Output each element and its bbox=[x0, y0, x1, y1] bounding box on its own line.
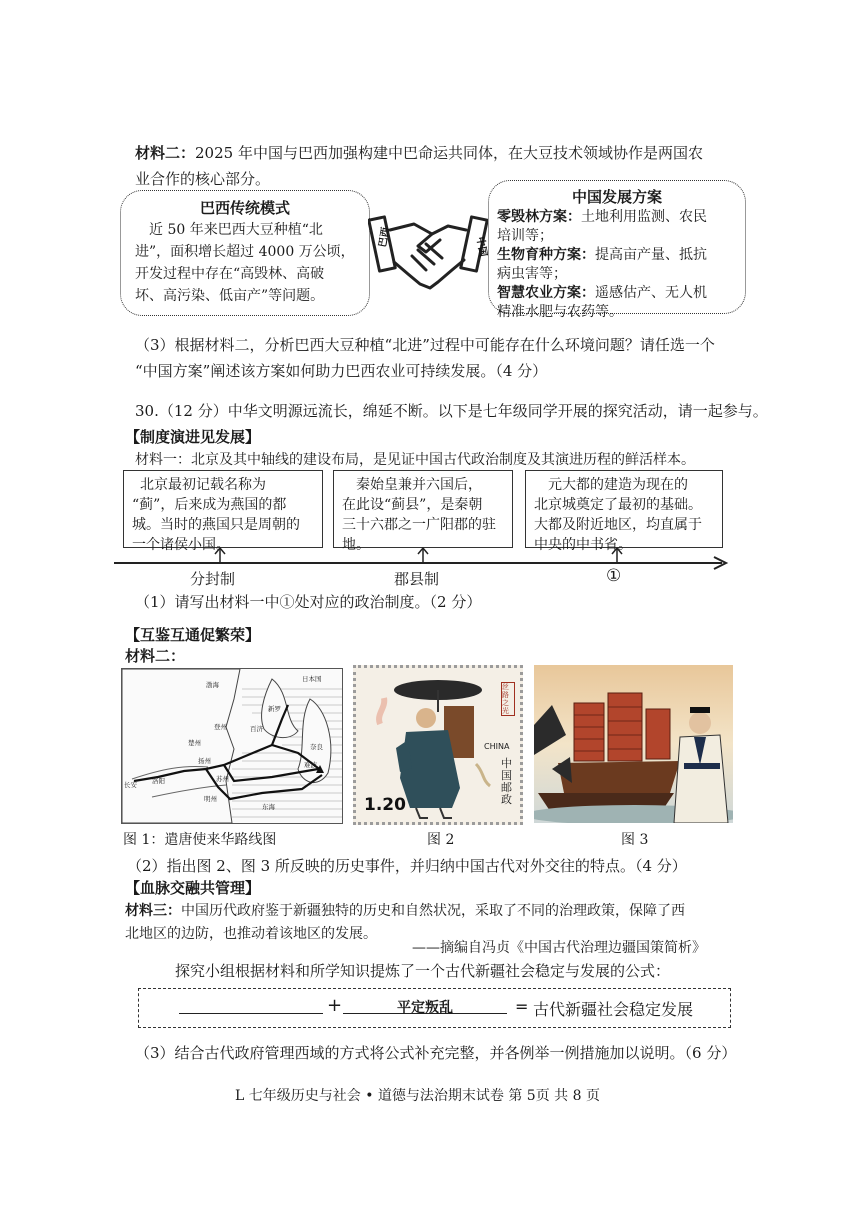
material-2-label: 材料二： bbox=[135, 144, 196, 162]
timeline-label-2: 郡县制 bbox=[394, 570, 440, 588]
question-3b: （3）结合古代政府管理西域的方式将公式补充完整，并各例举一例措施加以说明。（6 分） bbox=[135, 1044, 737, 1062]
china-plan-title: 中国发展方案 bbox=[571, 188, 662, 206]
figure-3-ships bbox=[534, 665, 733, 823]
stamp-post-label: 中国邮政 bbox=[501, 757, 512, 806]
tb3-line-2: 北京城奠定了最初的基础。 bbox=[534, 497, 702, 513]
question-1: （1）请写出材料一中①处对应的政治制度。（2 分） bbox=[135, 593, 482, 611]
map-label-naniwa: 难波 bbox=[304, 761, 317, 769]
brazil-line-2: 进”，面积增长超过 4000 万公顷， bbox=[135, 244, 355, 260]
brazil-line-1: 近 50 年来巴西大豆种植“北 bbox=[149, 222, 323, 238]
page-footer: L 七年级历史与社会 • 道德与法治期末试卷 第 5页 共 8 页 bbox=[235, 1088, 600, 1104]
tb2-line-4: 地。 bbox=[342, 537, 370, 553]
stamp-brand: CHINA bbox=[484, 742, 510, 751]
map-label-changan: 长安 bbox=[124, 781, 137, 789]
caption-figure-1: 图 1：遣唐使来华路线图 bbox=[123, 832, 277, 848]
section-3-title: 【血脉交融共管理】 bbox=[125, 879, 261, 897]
tb1-line-4: 一个诸侯小国。 bbox=[132, 537, 230, 553]
map-label-yangzhou: 扬州 bbox=[198, 757, 211, 765]
plan-2-label: 生物育种方案： bbox=[497, 247, 595, 263]
question-2: （2）指出图 2、图 3 所反映的历史事件，并归纳中国古代对外交往的特点。（4 分） bbox=[127, 857, 687, 875]
material-3-line-2: 北地区的边防，也推动着该地区的发展。 bbox=[125, 926, 377, 942]
question-3a-line-1: （3）根据材料二，分析巴西大豆种植“北进”过程中可能存在什么环境问题？请任选一个 bbox=[135, 336, 715, 354]
material-3-text-1: 中国历代政府鉴于新疆独特的历史和自然状况，采取了不同的治理政策，保障了西 bbox=[181, 903, 685, 919]
caption-figure-3: 图 3 bbox=[621, 832, 649, 848]
formula-equals: = bbox=[515, 997, 529, 1016]
timeline-box-3 bbox=[525, 470, 723, 553]
china-flag-label: 中国 bbox=[473, 236, 488, 258]
timeline-label-3: ① bbox=[606, 566, 622, 586]
map-label-suzhou: 苏州 bbox=[216, 775, 229, 783]
map-label-luoyang: 洛阳 bbox=[152, 777, 165, 785]
plan-1-text: 土地利用监测、农民 bbox=[581, 209, 707, 225]
material-2-text-cont: 业合作的核心部分。 bbox=[135, 170, 271, 188]
brazil-line-4: 坏、高污染、低亩产”等问题。 bbox=[135, 288, 325, 304]
plan-3-text: 遥感估产、无人机 bbox=[595, 285, 707, 301]
map-label-silla: 新罗 bbox=[268, 705, 281, 713]
brazil-flag-label: 巴西 bbox=[377, 226, 392, 249]
formula-blank[interactable] bbox=[179, 1013, 323, 1014]
section-2-title: 【互鉴互通促繁荣】 bbox=[125, 626, 261, 644]
map-label-bohai: 渤海 bbox=[206, 681, 219, 689]
timeline-box-1 bbox=[123, 470, 323, 553]
timeline-box-2 bbox=[333, 470, 513, 553]
plan-1-label: 零毁林方案： bbox=[497, 209, 581, 225]
map-label-donghai: 东海 bbox=[262, 803, 275, 811]
caption-figure-2: 图 2 bbox=[427, 832, 455, 848]
map-label-mingzhou: 明州 bbox=[204, 795, 217, 803]
map-label-chuzhou: 楚州 bbox=[188, 739, 201, 747]
tb1-line-2: “蓟”，后来成为燕国的都 bbox=[132, 497, 287, 513]
figure-2-stamp bbox=[353, 665, 523, 825]
formula-plus: + bbox=[327, 995, 343, 1016]
stamp-tag: 丝路之光 bbox=[501, 682, 515, 716]
map-label-nara: 奈良 bbox=[310, 743, 323, 751]
tb1-line-3: 城。当时的燕国只是周朝的 bbox=[132, 517, 300, 533]
tb2-line-3: 三十六郡之一广阳郡的驻 bbox=[342, 517, 496, 533]
plan-3-label: 智慧农业方案： bbox=[497, 285, 595, 301]
handshake-icon bbox=[368, 200, 488, 300]
material-1: 材料一：北京及其中轴线的建设布局，是见证中国古代政治制度及其演进历程的鲜活样本。 bbox=[135, 452, 695, 468]
tb3-line-4: 中央的中书省。 bbox=[534, 537, 632, 553]
plan-1-cont: 培训等； bbox=[497, 228, 553, 244]
formula-filled-text: 平定叛乱 bbox=[397, 1000, 453, 1016]
map-label-japan: 日本国 bbox=[302, 675, 322, 683]
formula-intro: 探究小组根据材料和所学知识提炼了一个古代新疆社会稳定与发展的公式： bbox=[175, 962, 671, 980]
tb1-line-1: 北京最初记载名称为 bbox=[140, 477, 266, 493]
plan-2-text: 提高亩产量、抵抗 bbox=[595, 247, 707, 263]
tb3-line-1: 元大都的建造为现在的 bbox=[548, 477, 688, 493]
material-2-intro bbox=[135, 140, 735, 166]
figure-1-map bbox=[121, 668, 343, 824]
timeline-label-1: 分封制 bbox=[190, 570, 236, 588]
map-label-dengzhou: 登州 bbox=[214, 723, 227, 731]
brazil-model-box bbox=[120, 190, 370, 316]
plan-3-cont: 精准水肥与农药等。 bbox=[497, 304, 623, 320]
formula-result: 古代新疆社会稳定发展 bbox=[533, 1000, 694, 1019]
treasure-fleet-icon bbox=[534, 665, 733, 823]
china-plan-box bbox=[488, 180, 746, 320]
question-30: 30.（12 分）中华文明源远流长，绵延不断。以下是七年级同学开展的探究活动，请一起参与。 bbox=[135, 402, 768, 420]
tb3-line-3: 大都及附近地区，均直属于 bbox=[534, 517, 702, 533]
section-1-title: 【制度演进见发展】 bbox=[125, 428, 261, 446]
tb2-line-2: 在此设“蓟县”，是秦朝 bbox=[342, 497, 483, 513]
stamp-value: 1.20 bbox=[364, 795, 406, 815]
material-2b-label: 材料二： bbox=[125, 647, 186, 665]
question-3a-line-2: “中国方案”阐述该方案如何助力巴西农业可持续发展。（4 分） bbox=[135, 362, 548, 380]
map-label-baekje: 百济 bbox=[250, 725, 263, 733]
plan-2-cont: 病虫害等； bbox=[497, 266, 567, 282]
tb2-line-1: 秦始皇兼并六国后， bbox=[356, 477, 482, 493]
route-map-icon bbox=[122, 669, 342, 823]
formula-box bbox=[138, 988, 731, 1028]
brazil-model-title: 巴西传统模式 bbox=[199, 199, 290, 217]
material-3-source: ——摘编自冯贞《中国古代治理边疆国策简析》 bbox=[412, 940, 706, 956]
material-3-label: 材料三： bbox=[125, 903, 181, 919]
brazil-line-3: 开发过程中存在“高毁林、高破 bbox=[135, 266, 325, 282]
material-2-text: 2025 年中国与巴西加强构建中巴命运共同体，在大豆技术领域协作是两国农 bbox=[195, 144, 703, 162]
